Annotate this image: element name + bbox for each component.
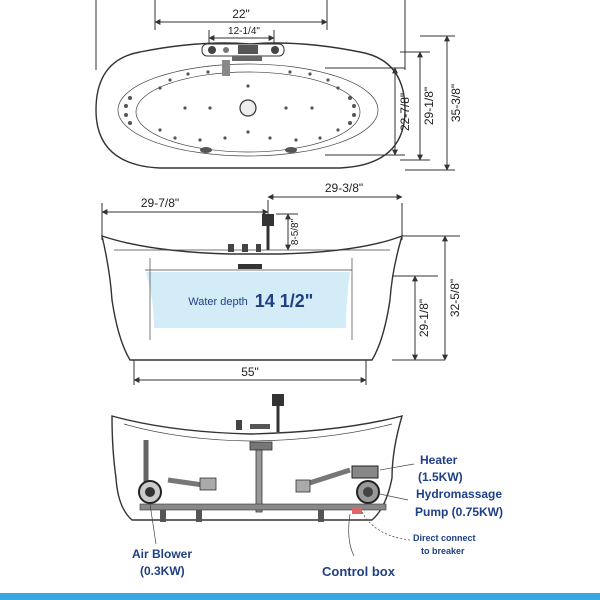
inner-width-dim: 29-1/8" bbox=[422, 86, 436, 126]
shower-height-dim: 8-5/8" bbox=[290, 218, 301, 246]
air-blower-power: (0.3KW) bbox=[140, 564, 185, 578]
right-length-dim: 29-3/8" bbox=[324, 181, 364, 195]
pump-label: Hydromassage bbox=[416, 487, 503, 501]
overflow-drain bbox=[238, 264, 262, 269]
cutaway-view bbox=[112, 394, 503, 579]
heater-power: (1.5KW) bbox=[418, 470, 463, 484]
breaker-note-line1: Direct connect bbox=[413, 533, 476, 543]
total-length-dim: 55" bbox=[241, 365, 259, 379]
cutaway-hand-shower-icon bbox=[272, 394, 284, 432]
control-box-icon bbox=[352, 508, 362, 514]
drain-pipe bbox=[256, 450, 262, 512]
hand-shower-icon bbox=[262, 214, 274, 250]
heater-label: Heater bbox=[420, 453, 458, 467]
drain-icon bbox=[240, 100, 256, 116]
side-view bbox=[102, 181, 462, 385]
water-depth-label: Water depth bbox=[188, 296, 248, 308]
breaker-note-line2: to breaker bbox=[421, 546, 465, 556]
basin-width-dim: 22-7/8" bbox=[398, 92, 412, 132]
valve-spacing-dim: 12-1/4" bbox=[228, 26, 260, 37]
water-depth-area bbox=[146, 272, 350, 328]
control-box-label: Control box bbox=[322, 564, 395, 579]
air-blower-label: Air Blower bbox=[132, 547, 193, 561]
bottom-accent-bar bbox=[0, 593, 600, 600]
top-view bbox=[96, 0, 463, 170]
inner-height-dim: 29-1/8" bbox=[417, 298, 431, 338]
outer-width-dim: 35-3/8" bbox=[449, 83, 463, 123]
pump-power: Pump (0.75KW) bbox=[415, 505, 504, 519]
total-height-dim: 32-5/8" bbox=[448, 278, 462, 318]
water-depth-value: 14 1/2" bbox=[254, 291, 314, 311]
faucet-width-dim: 22" bbox=[232, 7, 250, 21]
left-length-dim: 29-7/8" bbox=[140, 196, 180, 210]
heater-icon bbox=[352, 466, 378, 478]
